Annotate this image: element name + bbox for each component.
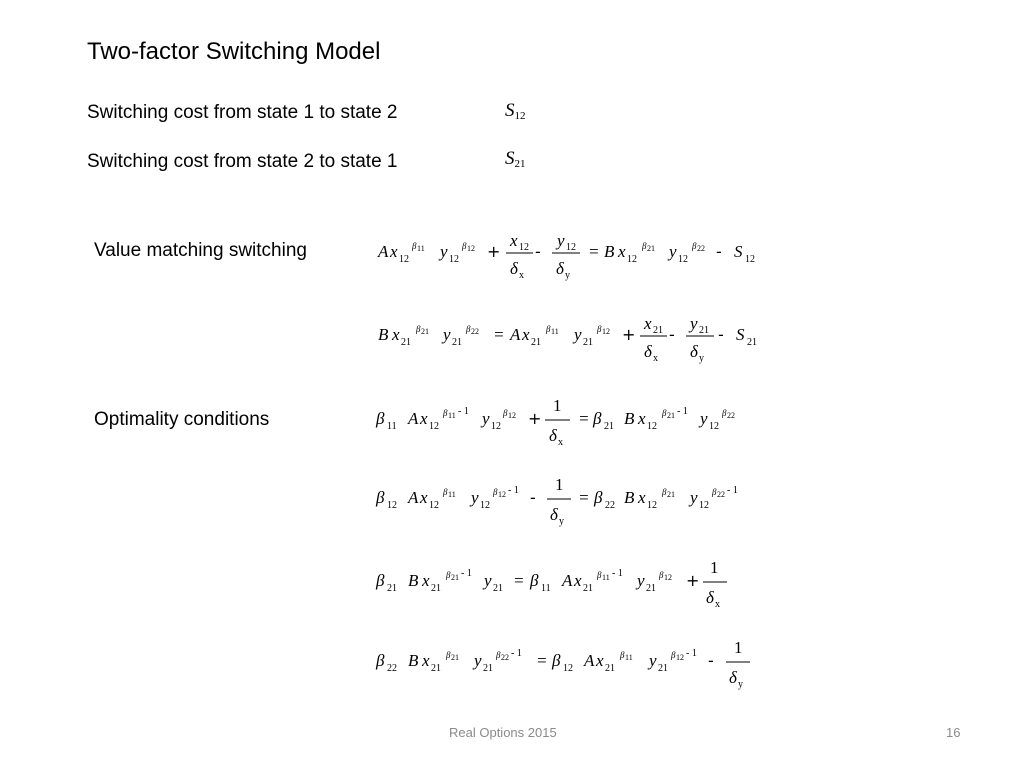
value-matching-equation-2: [372, 311, 772, 371]
svg-text:21: 21: [431, 663, 441, 674]
svg-text:β: β: [593, 409, 602, 428]
svg-text:1: 1: [710, 558, 719, 577]
svg-text:=: =: [578, 409, 590, 428]
svg-text:x: x: [653, 353, 658, 364]
svg-text:-: -: [669, 325, 675, 344]
svg-text:B: B: [408, 651, 419, 670]
svg-text:21: 21: [387, 583, 397, 594]
svg-text:x: x: [510, 231, 518, 250]
svg-text:x: x: [596, 651, 604, 670]
svg-text:β: β: [712, 487, 717, 497]
page-number: 16: [946, 725, 961, 740]
svg-text:B: B: [378, 325, 389, 344]
optimality-equation-2: [372, 474, 772, 534]
svg-text:β: β: [722, 408, 727, 418]
svg-text:- 1: - 1: [511, 648, 522, 659]
svg-text:11: 11: [387, 421, 397, 432]
svg-text:x: x: [522, 325, 530, 344]
svg-text:β: β: [671, 650, 676, 660]
svg-text:A: A: [562, 571, 573, 590]
svg-text:12: 12: [709, 421, 719, 432]
switching-cost-2-symbol: $S_{21}$: [505, 148, 526, 170]
svg-text:21: 21: [451, 653, 459, 662]
svg-text:y: y: [482, 409, 490, 428]
svg-text:y: y: [565, 270, 570, 281]
svg-text:y: y: [440, 242, 448, 261]
svg-text:B: B: [624, 488, 635, 507]
svg-text:x: x: [618, 242, 626, 261]
svg-text:21: 21: [583, 583, 593, 594]
svg-text:1: 1: [555, 475, 564, 494]
svg-text:12: 12: [491, 421, 501, 432]
svg-text:- 1: - 1: [458, 406, 469, 417]
svg-text:x: x: [390, 242, 398, 261]
svg-text:β: β: [376, 651, 385, 670]
svg-text:δ: δ: [550, 505, 558, 524]
svg-text:A: A: [378, 242, 389, 261]
svg-text:y: y: [474, 651, 482, 670]
svg-text:β: β: [496, 650, 501, 660]
svg-text:=: =: [578, 488, 590, 507]
svg-text:A: A: [584, 651, 595, 670]
svg-text:δ: δ: [510, 259, 518, 278]
svg-text:22: 22: [697, 244, 705, 253]
svg-text:y: y: [574, 325, 582, 344]
svg-text:=: =: [493, 325, 505, 344]
svg-text:x: x: [574, 571, 582, 590]
svg-text:β: β: [594, 488, 603, 507]
svg-text:22: 22: [387, 663, 397, 674]
svg-text:y: y: [738, 679, 743, 690]
svg-text:12: 12: [480, 500, 490, 511]
svg-text:β: β: [462, 241, 467, 251]
svg-text:21: 21: [483, 663, 493, 674]
svg-text:21: 21: [658, 663, 668, 674]
svg-text:β: β: [530, 571, 539, 590]
svg-text:12: 12: [498, 490, 506, 499]
svg-text:β: β: [412, 241, 417, 251]
svg-text:x: x: [715, 599, 720, 610]
svg-text:21: 21: [647, 244, 655, 253]
svg-text:β: β: [692, 241, 697, 251]
svg-text:21: 21: [653, 325, 663, 336]
svg-text:S: S: [736, 325, 745, 344]
svg-text:B: B: [408, 571, 419, 590]
svg-text:β: β: [376, 409, 385, 428]
svg-text:21: 21: [699, 325, 709, 336]
svg-text:y: y: [443, 325, 451, 344]
svg-text:12: 12: [508, 411, 516, 420]
svg-text:11: 11: [448, 490, 456, 499]
svg-text:12: 12: [647, 421, 657, 432]
value-matching-label: Value matching switching: [94, 240, 307, 261]
svg-text:11: 11: [417, 244, 425, 253]
optimality-label: Optimality conditions: [94, 409, 270, 430]
svg-text:x: x: [392, 325, 400, 344]
svg-text:12: 12: [563, 663, 573, 674]
footer-text: Real Options 2015: [449, 725, 557, 740]
svg-text:δ: δ: [644, 342, 652, 361]
svg-text:1: 1: [553, 396, 562, 415]
svg-text:β: β: [659, 570, 664, 580]
svg-text:β: β: [443, 487, 448, 497]
svg-text:β: β: [446, 650, 451, 660]
svg-text:β: β: [642, 241, 647, 251]
optimality-equation-4: [372, 637, 772, 697]
svg-text:y: y: [700, 409, 708, 428]
svg-text:11: 11: [541, 583, 551, 594]
svg-text:-: -: [535, 242, 541, 261]
svg-text:A: A: [408, 409, 419, 428]
svg-text:x: x: [644, 314, 652, 333]
switching-cost-1-label: Switching cost from state 1 to state 2: [87, 102, 398, 123]
svg-text:y: y: [649, 651, 657, 670]
svg-text:β: β: [597, 570, 602, 580]
svg-text:x: x: [420, 488, 428, 507]
svg-text:- 1: - 1: [461, 568, 472, 579]
svg-text:x: x: [420, 409, 428, 428]
svg-text:21: 21: [605, 663, 615, 674]
svg-text:12: 12: [399, 254, 409, 265]
svg-text:β: β: [493, 487, 498, 497]
svg-text:+: +: [528, 409, 542, 428]
svg-text:21: 21: [493, 583, 503, 594]
svg-text:12: 12: [664, 573, 672, 582]
svg-text:β: β: [546, 324, 551, 334]
svg-text:-: -: [718, 325, 724, 344]
switching-cost-2-label: Switching cost from state 2 to state 1: [87, 151, 398, 172]
svg-text:21: 21: [451, 573, 459, 582]
svg-text:δ: δ: [556, 259, 564, 278]
svg-text:21: 21: [747, 337, 757, 348]
svg-text:y: y: [484, 571, 492, 590]
svg-text:22: 22: [605, 500, 615, 511]
svg-text:-: -: [530, 488, 536, 507]
svg-text:11: 11: [448, 411, 456, 420]
svg-text:11: 11: [551, 327, 559, 336]
svg-text:x: x: [519, 270, 524, 281]
svg-text:21: 21: [401, 337, 411, 348]
svg-text:y: y: [690, 314, 698, 333]
svg-text:+: +: [487, 242, 501, 261]
svg-text:21: 21: [531, 337, 541, 348]
svg-text:β: β: [552, 651, 561, 670]
svg-text:B: B: [604, 242, 615, 261]
svg-text:β: β: [376, 571, 385, 590]
switching-cost-1-symbol: $S_{12}$: [505, 100, 526, 122]
svg-text:x: x: [422, 651, 430, 670]
svg-text:12: 12: [387, 500, 397, 511]
svg-text:β: β: [376, 488, 385, 507]
svg-text:21: 21: [667, 490, 675, 499]
svg-text:- 1: - 1: [686, 648, 697, 659]
svg-text:=: =: [536, 651, 548, 670]
svg-text:β: β: [662, 408, 667, 418]
svg-text:22: 22: [727, 411, 735, 420]
svg-text:12: 12: [745, 254, 755, 265]
svg-text:12: 12: [699, 500, 709, 511]
svg-text:x: x: [638, 488, 646, 507]
svg-text:12: 12: [429, 421, 439, 432]
svg-text:y: y: [699, 353, 704, 364]
svg-text:x: x: [558, 437, 563, 448]
svg-text:- 1: - 1: [508, 485, 519, 496]
svg-text:=: =: [588, 242, 600, 261]
svg-text:12: 12: [429, 500, 439, 511]
svg-text:β: β: [446, 570, 451, 580]
svg-text:- 1: - 1: [612, 568, 623, 579]
svg-text:- 1: - 1: [677, 406, 688, 417]
svg-text:B: B: [624, 409, 635, 428]
svg-text:- 1: - 1: [727, 485, 738, 496]
optimality-equation-3: [372, 557, 772, 617]
svg-text:12: 12: [519, 242, 529, 253]
svg-text:y: y: [637, 571, 645, 590]
svg-text:y: y: [559, 516, 564, 527]
svg-text:12: 12: [566, 242, 576, 253]
svg-text:β: β: [597, 324, 602, 334]
svg-text:-: -: [716, 242, 722, 261]
svg-text:22: 22: [471, 327, 479, 336]
svg-text:=: =: [513, 571, 525, 590]
svg-text:22: 22: [717, 490, 725, 499]
svg-text:δ: δ: [690, 342, 698, 361]
svg-text:β: β: [416, 324, 421, 334]
svg-text:x: x: [638, 409, 646, 428]
svg-text:11: 11: [602, 573, 610, 582]
svg-text:22: 22: [501, 653, 509, 662]
svg-text:β: β: [662, 487, 667, 497]
svg-text:β: β: [466, 324, 471, 334]
svg-text:β: β: [620, 650, 625, 660]
svg-text:δ: δ: [729, 668, 737, 687]
svg-text:S: S: [734, 242, 743, 261]
svg-text:δ: δ: [706, 588, 714, 607]
svg-text:A: A: [510, 325, 521, 344]
svg-text:A: A: [408, 488, 419, 507]
svg-text:21: 21: [421, 327, 429, 336]
value-matching-equation-1: [372, 228, 772, 288]
svg-text:12: 12: [467, 244, 475, 253]
slide-title: Two-factor Switching Model: [87, 38, 381, 65]
svg-text:21: 21: [431, 583, 441, 594]
svg-text:12: 12: [647, 500, 657, 511]
svg-text:12: 12: [449, 254, 459, 265]
svg-text:y: y: [669, 242, 677, 261]
svg-text:21: 21: [646, 583, 656, 594]
svg-text:y: y: [557, 231, 565, 250]
svg-text:+: +: [622, 325, 636, 344]
svg-text:21: 21: [583, 337, 593, 348]
svg-text:x: x: [422, 571, 430, 590]
svg-text:+: +: [686, 571, 700, 590]
svg-text:y: y: [471, 488, 479, 507]
svg-text:1: 1: [734, 638, 743, 657]
svg-text:12: 12: [602, 327, 610, 336]
svg-text:12: 12: [678, 254, 688, 265]
svg-text:δ: δ: [549, 426, 557, 445]
svg-text:12: 12: [627, 254, 637, 265]
optimality-equation-1: [372, 395, 772, 455]
svg-text:21: 21: [604, 421, 614, 432]
svg-text:21: 21: [667, 411, 675, 420]
svg-text:11: 11: [625, 653, 633, 662]
svg-text:21: 21: [452, 337, 462, 348]
svg-text:12: 12: [676, 653, 684, 662]
svg-text:y: y: [690, 488, 698, 507]
svg-text:β: β: [503, 408, 508, 418]
svg-text:β: β: [443, 408, 448, 418]
svg-text:-: -: [708, 651, 714, 670]
